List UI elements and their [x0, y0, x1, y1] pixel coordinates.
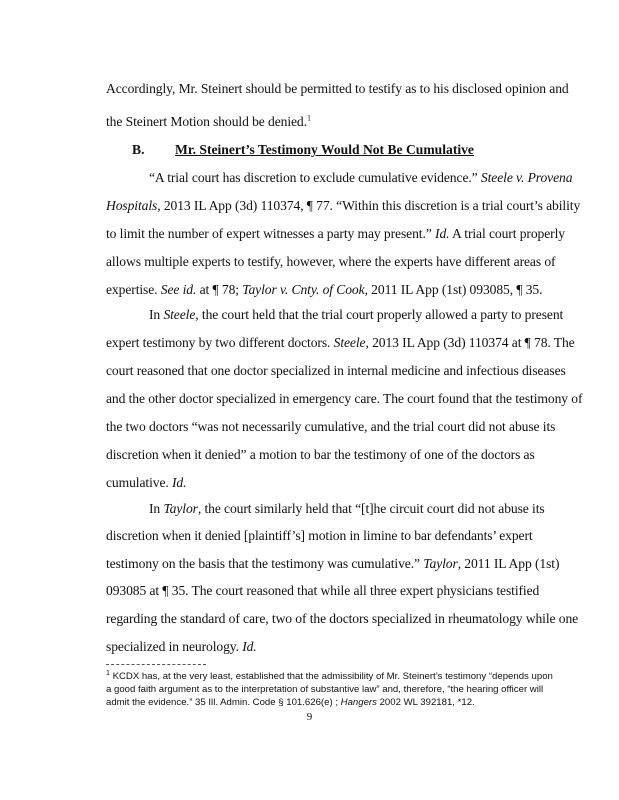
footnote-line: [106, 697, 475, 709]
body-line: [106, 527, 533, 544]
citation-italic: Hangers: [340, 697, 377, 708]
citation-italic: Steele v. Provena: [480, 170, 573, 185]
body-line: [106, 446, 535, 463]
citation-italic: Id.: [172, 475, 187, 490]
text-run: court reasoned that one doctor specialized in internal medicine and infectious diseases: [106, 363, 566, 378]
text-run: , 2011 IL App (1st) 093085, ¶ 35.: [364, 282, 543, 297]
text-run: discretion when it denied [plaintiff’s] motion in limine to bar defendants’ expert: [106, 528, 533, 543]
text-run: testimony on the basis that the testimony was cumulative.”: [106, 556, 424, 571]
body-line: [106, 390, 582, 407]
citation-italic: Steele: [333, 335, 366, 350]
body-line: [106, 362, 566, 379]
body-line: [106, 474, 186, 491]
citation-italic: Taylor: [423, 556, 458, 571]
text-run: at ¶ 78;: [196, 282, 243, 297]
body-line: [106, 334, 575, 351]
text-run: expertise.: [106, 282, 161, 297]
citation-italic: See id.: [160, 282, 197, 297]
text-run: expert testimony by two different doctors.: [106, 335, 334, 350]
text-run: regarding the standard of care, two of the doctors specialized in rheumatology while one: [106, 611, 579, 626]
body-line: [106, 610, 578, 627]
text-run: KCDX has, at the very least, established that the admissibility of Mr. Steinert’s testimony “depends upon: [109, 671, 553, 682]
body-line: [149, 306, 563, 323]
text-run: 093085 at ¶ 35. The court reasoned that while all three expert physicians testified: [106, 583, 540, 598]
section-letter: B.: [132, 142, 145, 157]
footnote-reference: 1: [306, 113, 311, 123]
body-line: [106, 113, 311, 130]
text-run: discretion when it denied” a motion to bar the testimony of one of the doctors as: [106, 447, 535, 462]
text-run: the two doctors “was not necessarily cumulative, and the trial court did not abuse its: [106, 419, 556, 434]
text-run: and the other doctor specialized in emergency care. The court found that the testimony of: [106, 391, 583, 406]
body-line: [106, 225, 565, 242]
body-line: [106, 582, 539, 599]
body-line: [106, 281, 542, 298]
text-run: , 2013 IL App (3d) 110374 at ¶ 78. The: [365, 335, 575, 350]
text-run: “A trial court has discretion to exclude cumulative evidence.”: [149, 170, 481, 185]
body-line: [106, 80, 569, 97]
footnote-separator: [106, 664, 206, 665]
body-line: [106, 418, 555, 435]
citation-italic: Hospitals: [106, 198, 158, 213]
citation-italic: Id.: [435, 226, 450, 241]
text-run: a good faith argument as to the interpretation of substantive law” and, therefore, “the hearing officer will: [106, 684, 544, 695]
body-line: [106, 555, 559, 572]
text-run: cumulative.: [106, 475, 172, 490]
text-run: the Steinert Motion should be denied.: [106, 114, 307, 129]
footnote-line: [106, 684, 543, 696]
text-run: In: [149, 307, 164, 322]
text-run: , 2011 IL App (1st): [457, 556, 560, 571]
text-run: , the court similarly held that “[t]he circuit court did not abuse its: [197, 501, 545, 516]
body-line: [106, 253, 555, 270]
footnote-text: [110, 671, 553, 682]
citation-italic: Taylor v. Cnty. of Cook: [242, 282, 365, 297]
text-run: specialized in neurology.: [106, 639, 243, 654]
body-line: [106, 638, 257, 655]
text-run: , 2013 IL App (3d) 110374, ¶ 77. “Within this discretion is a trial court’s ability: [157, 198, 581, 213]
text-run: , the court held that the trial court properly allowed a party to present: [195, 307, 564, 322]
text-run: A trial court properly: [449, 226, 565, 241]
text-run: admit the evidence.” 35 Ill. Admin. Code § 101.626(e) ;: [106, 697, 341, 708]
citation-italic: Id.: [242, 639, 257, 654]
footnote-mark: 1: [106, 669, 110, 677]
citation-italic: Steele: [163, 307, 196, 322]
citation-italic: Taylor: [163, 501, 198, 516]
text-run: Accordingly, Mr. Steinert should be permitted to testify as to his disclosed opinion and: [106, 81, 569, 96]
body-line: [106, 197, 580, 214]
text-run: to limit the number of expert witnesses a party may present.”: [106, 226, 436, 241]
body-line: [149, 169, 572, 186]
body-line: [149, 500, 545, 517]
text-run: allows multiple experts to testify, however, where the experts have different areas of: [106, 254, 556, 269]
text-run: 2002 WL 392181, *12.: [376, 697, 475, 708]
text-run: In: [149, 501, 164, 516]
footnote-line: [106, 671, 553, 683]
page-number: 9: [306, 711, 313, 723]
section-heading: Mr. Steinert’s Testimony Would Not Be Cumulative: [175, 142, 474, 157]
